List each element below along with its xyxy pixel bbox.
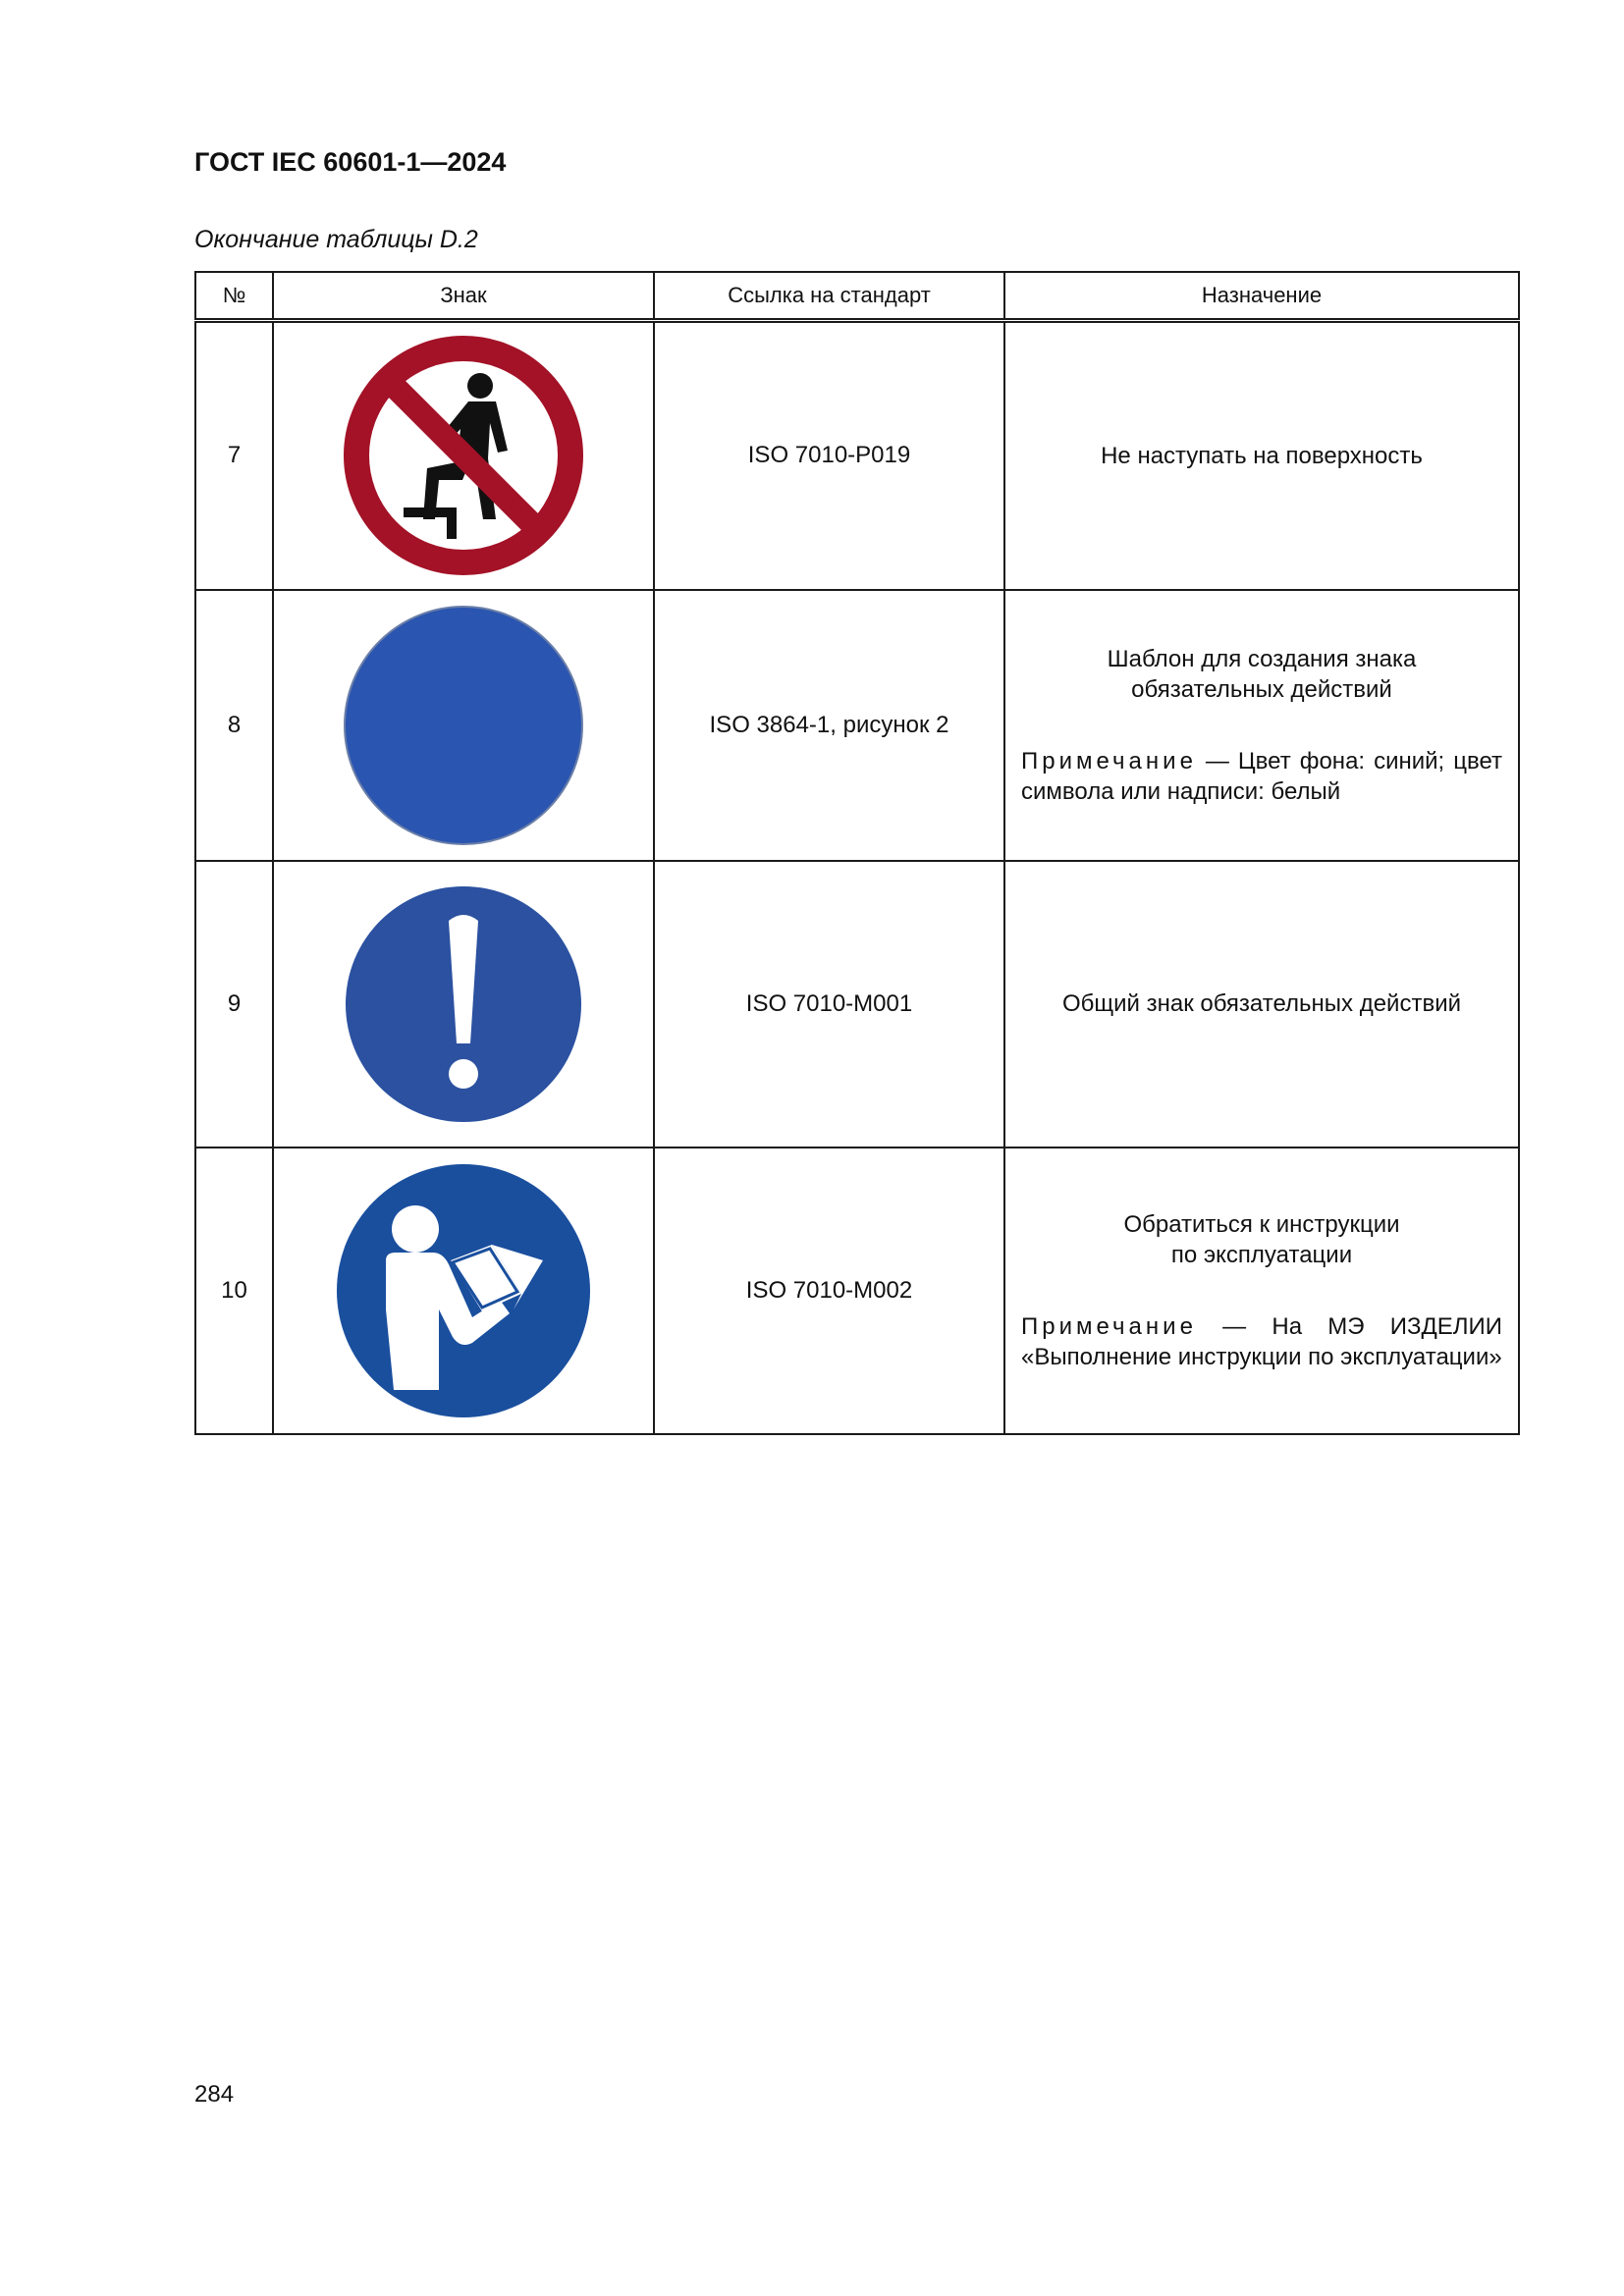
column-header-sign: Знак [273,272,654,321]
sign-cell [273,861,654,1148]
table-row [195,861,1519,1148]
document-header: ГОСТ IEC 60601-1—2024 [194,147,507,177]
standard-ref: ISO 7010-M001 [654,861,1004,1148]
table-row [195,321,1519,590]
row-number: 8 [195,590,273,861]
sign-cell [273,321,654,590]
row-number: 10 [195,1148,273,1434]
purpose-cell [1004,321,1519,590]
note-label: Примечание [1021,1312,1197,1340]
column-header-num: № [195,272,273,321]
column-header-ref: Ссылка на стандарт [654,272,1004,321]
row-number: 9 [195,861,273,1148]
signs-table [194,271,1520,1435]
purpose-text: Обратиться к инструкции по эксплуатации [1123,1210,1400,1268]
note [1005,746,1518,807]
mandatory-action-template-icon [341,603,586,848]
standard-ref: ISO 7010-P019 [654,321,1004,590]
table-header-row [195,272,1519,321]
purpose-text: Шаблон для создания знака обязательных действий [1107,645,1417,703]
standard-ref: ISO 7010-M002 [654,1148,1004,1434]
note-label: Примечание [1021,747,1197,774]
refer-to-instruction-manual-icon [335,1162,592,1419]
purpose-cell [1004,1148,1519,1434]
page-number: 284 [194,2081,235,2108]
note-text: — Цвет фона: синий; цвет символа или надписи: белый [1021,747,1502,805]
purpose-text: Не наступать на поверхность [1101,442,1423,469]
sign-cell [273,1148,654,1434]
sign-cell [273,590,654,861]
row-number: 7 [195,321,273,590]
table-row [195,590,1519,861]
table-row [195,1148,1519,1434]
general-mandatory-action-icon [341,881,586,1127]
table-caption: Окончание таблицы D.2 [194,226,478,253]
standard-ref: ISO 3864-1, рисунок 2 [654,590,1004,861]
purpose-text: Общий знак обязательных действий [1061,990,1462,1017]
note [1005,1311,1518,1372]
no-stepping-on-surface-icon [341,333,586,578]
note-text: — На МЭ ИЗДЕЛИИ «Выполнение инструкции по эксплуатации» [1021,1312,1502,1370]
column-header-purpose: Назначение [1004,272,1519,321]
purpose-cell [1004,861,1519,1148]
purpose-cell [1004,590,1519,861]
